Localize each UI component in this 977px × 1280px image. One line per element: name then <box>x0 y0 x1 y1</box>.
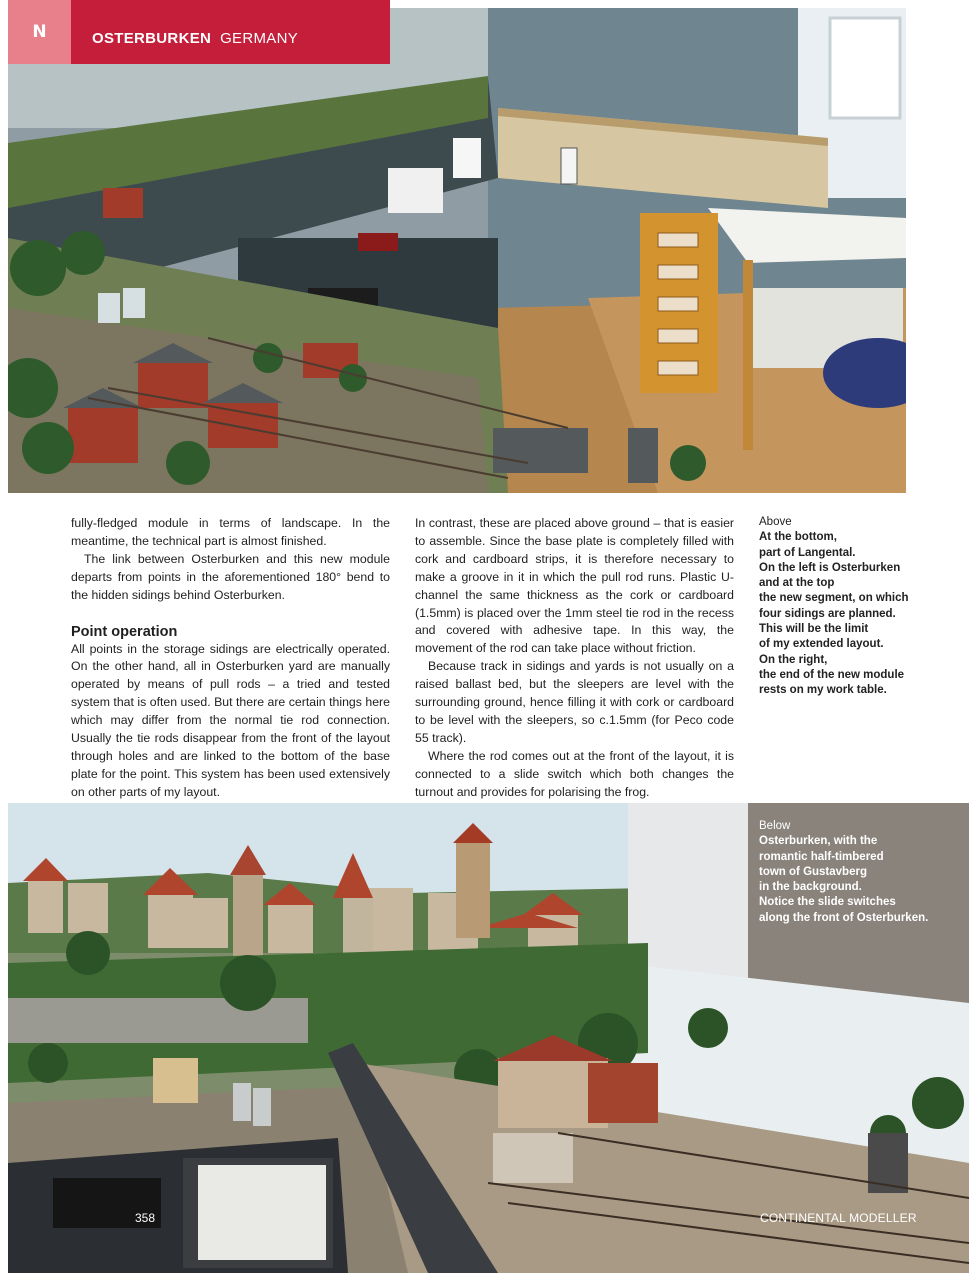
col1-paragraph-2: The link between Osterburken and this new module departs from points in the aforementioned 180° bend to the hidden sidings behind Osterburken. <box>71 551 390 602</box>
col2-paragraph-1: In contrast, these are placed above ground – that is easier to assemble. Since the base plate is completely filled with cork and cardboard strips, it is therefore necessary to make a groove in it in which the pull rod runs. Plastic U-channel the same thickness as the cork or cardboard (1.5mm) is placed over the 1mm steel tie rod in the recess and covered with adhesive tape. In this way, the movement of the rod can take place without friction. <box>415 516 734 656</box>
col1-paragraph-1: fully-fledged module in terms of landscape. In the meantime, the technical part is almost finished. <box>71 516 390 548</box>
above-caption <box>759 515 969 699</box>
header-title-light: GERMANY <box>220 30 299 47</box>
header-title <box>92 30 298 47</box>
col2-paragraph-3: Where the rod comes out at the front of the layout, it is connected to a slide switch which both changes the turnout and provides for polarising the frog. <box>415 748 734 799</box>
article-column-2 <box>415 515 734 802</box>
above-caption-label: Above <box>759 516 792 528</box>
col2-paragraph-2: Because track in sidings and yards is not usually on a raised ballast bed, but the sleepers are level with the surrounding ground, hence filling it with cork or cardboard to be level with the sleepers, so c.1.5mm (for Peco code 55 track). <box>415 659 734 745</box>
below-caption-label: Below <box>759 820 791 832</box>
col1-paragraph-3: All points in the storage sidings are electrically operated. On the other hand, all in Osterburken yard are manually operated by means of pull rods – a tried and tested system that is often used. But there are certain things here which may differ from the normal tie rod connection. Usually the tie rods disappear from the front of the layout through holes and are linked to the bottom of the base plate for the point. This system has been used extensively on other parts of my layout. <box>71 641 390 799</box>
section-heading: Point operation <box>71 623 178 640</box>
top-photo <box>8 8 906 493</box>
section-letter: N <box>8 0 71 64</box>
article-column-1 <box>71 515 390 802</box>
below-caption <box>759 819 964 926</box>
above-caption-text: At the bottom, part of Langental. On the left is Osterburken and at the top the new segment, on which four sidings are planned. This will be the limit of my extended layout. On the right, the end of the new module rests on my work table. <box>759 531 909 697</box>
top-photo-illustration <box>8 8 906 493</box>
header-title-bold: OSTERBURKEN <box>92 30 212 47</box>
below-caption-text: Osterburken, with the romantic half-timbered town of Gustavberg in the background. Notice the slide switches along the front of Osterburken. <box>759 835 929 924</box>
magazine-name: CONTINENTAL MODELLER <box>760 1211 917 1225</box>
page-number: 358 <box>135 1211 156 1225</box>
